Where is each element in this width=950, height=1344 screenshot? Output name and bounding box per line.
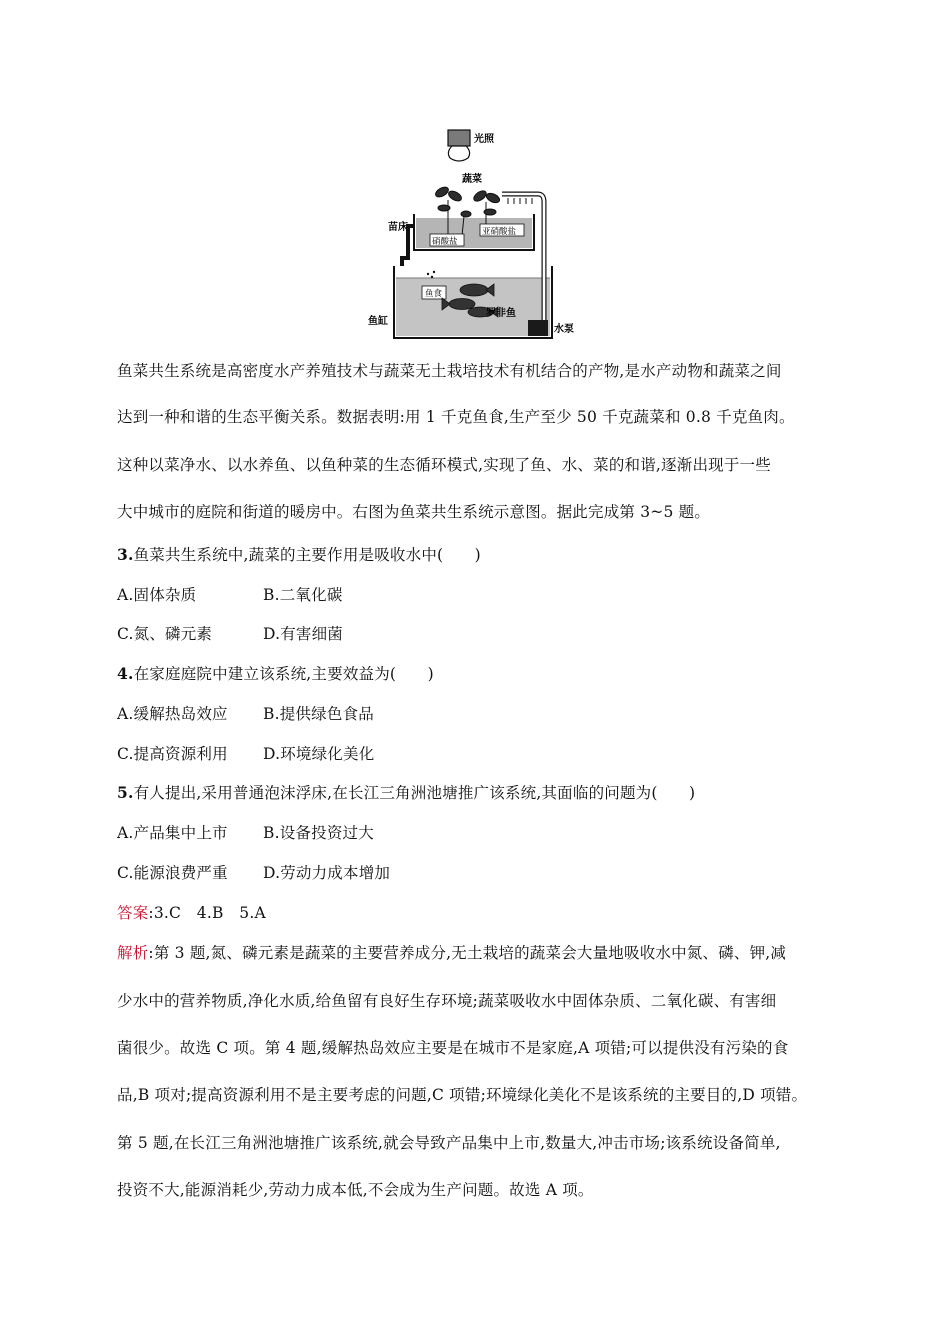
option-c: C.氮、磷元素 bbox=[117, 625, 213, 643]
lamp-bulb bbox=[448, 146, 469, 161]
option-a: A.缓解热岛效应 bbox=[117, 705, 228, 723]
question-3-options-row-2 bbox=[117, 622, 344, 644]
answer-text: :3.C 4.B 5.A bbox=[148, 904, 266, 922]
analysis-line-5: 第 5 题,在长江三角洲池塘推广该系统,就会导致产品集中上市,数量大,冲击市场;该系统设备简单, bbox=[117, 1134, 781, 1152]
option-d: D.劳动力成本增加 bbox=[263, 864, 391, 882]
option-d: D.有害细菌 bbox=[263, 625, 344, 643]
question-stem: 在家庭庭院中建立该系统,主要效益为( ) bbox=[133, 665, 434, 683]
answer-label: 答案 bbox=[117, 904, 149, 922]
question-stem: 鱼菜共生系统中,蔬菜的主要作用是吸收水中( ) bbox=[133, 546, 481, 564]
question-4-options-row-2 bbox=[117, 742, 375, 764]
spray-drips bbox=[508, 198, 532, 204]
option-b: B.提供绿色食品 bbox=[263, 705, 374, 723]
question-5-options-row-1 bbox=[117, 821, 374, 843]
intro-line-1: 鱼菜共生系统是高密度水产养殖技术与蔬菜无土栽培技术有机结合的产物,是水产动物和蔬菜之间 bbox=[117, 362, 782, 380]
question-number: 3. bbox=[117, 545, 134, 564]
analysis-text: :第 3 题,氮、磷元素是蔬菜的主要营养成分,无土栽培的蔬菜会大量地吸收水中氮、磷、钾,减 bbox=[148, 944, 787, 962]
fish-food-pellets bbox=[427, 271, 435, 278]
label-nitrite: 亚硝酸盐 bbox=[482, 227, 517, 237]
analysis-line-1 bbox=[117, 941, 786, 963]
label-fish-food: 鱼食 bbox=[425, 289, 443, 299]
intro-line-3: 这种以菜净水、以水养鱼、以鱼种菜的生态循环模式,实现了鱼、水、菜的和谐,逐渐出现于一些 bbox=[117, 456, 771, 474]
question-4 bbox=[117, 662, 434, 684]
question-number: 4. bbox=[117, 664, 134, 683]
label-light: 光照 bbox=[474, 134, 494, 145]
label-seedbed: 苗床 bbox=[388, 222, 408, 233]
option-a: A.固体杂质 bbox=[117, 586, 197, 604]
analysis-line-4: 品,B 项对;提高资源利用不是主要考虑的问题,C 项错;环境绿化美化不是该系统的主要目的,D 项错。 bbox=[117, 1086, 808, 1104]
analysis-label: 解析 bbox=[117, 944, 149, 962]
label-pump: 水泵 bbox=[554, 324, 574, 335]
analysis-line-3: 菌很少。故选 C 项。第 4 题,缓解热岛效应主要是在城市不是家庭,A 项错;可以提供没有污染的食 bbox=[117, 1039, 789, 1057]
question-5-options-row-2 bbox=[117, 861, 391, 883]
question-number: 5. bbox=[117, 783, 134, 802]
option-c: C.提高资源利用 bbox=[117, 745, 228, 763]
answer-line bbox=[117, 901, 266, 923]
label-tilapia: 罗非鱼 bbox=[486, 308, 516, 319]
fish-vegetable-symbiosis-diagram bbox=[362, 126, 588, 348]
option-d: D.环境绿化美化 bbox=[263, 745, 375, 763]
label-tank: 鱼缸 bbox=[368, 316, 388, 327]
option-c: C.能源浪费严重 bbox=[117, 864, 228, 882]
label-nitrate: 硝酸盐 bbox=[432, 237, 458, 247]
intro-line-2: 达到一种和谐的生态平衡关系。数据表明:用 1 千克鱼食,生产至少 50 千克蔬菜和 0.8 千克鱼肉。 bbox=[117, 408, 795, 426]
analysis-line-2: 少水中的营养物质,净化水质,给鱼留有良好生存环境;蔬菜吸收水中固体杂质、二氧化碳、有害细 bbox=[117, 992, 777, 1010]
label-vegetables: 蔬菜 bbox=[462, 174, 482, 185]
question-5 bbox=[117, 781, 695, 803]
question-stem: 有人提出,采用普通泡沫浮床,在长江三角洲池塘推广该系统,其面临的问题为( ) bbox=[133, 784, 696, 802]
lamp-housing bbox=[448, 130, 470, 146]
question-3 bbox=[117, 543, 481, 565]
water-pump bbox=[528, 320, 548, 336]
option-a: A.产品集中上市 bbox=[117, 824, 228, 842]
analysis-line-6: 投资不大,能源消耗少,劳动力成本低,不会成为生产问题。故选 A 项。 bbox=[117, 1181, 594, 1199]
question-3-options-row-1 bbox=[117, 583, 343, 605]
option-b: B.设备投资过大 bbox=[263, 824, 374, 842]
question-4-options-row-1 bbox=[117, 702, 374, 724]
option-b: B.二氧化碳 bbox=[263, 586, 343, 604]
intro-line-4: 大中城市的庭院和街道的暖房中。右图为鱼菜共生系统示意图。据此完成第 3~5 题。 bbox=[117, 503, 711, 521]
